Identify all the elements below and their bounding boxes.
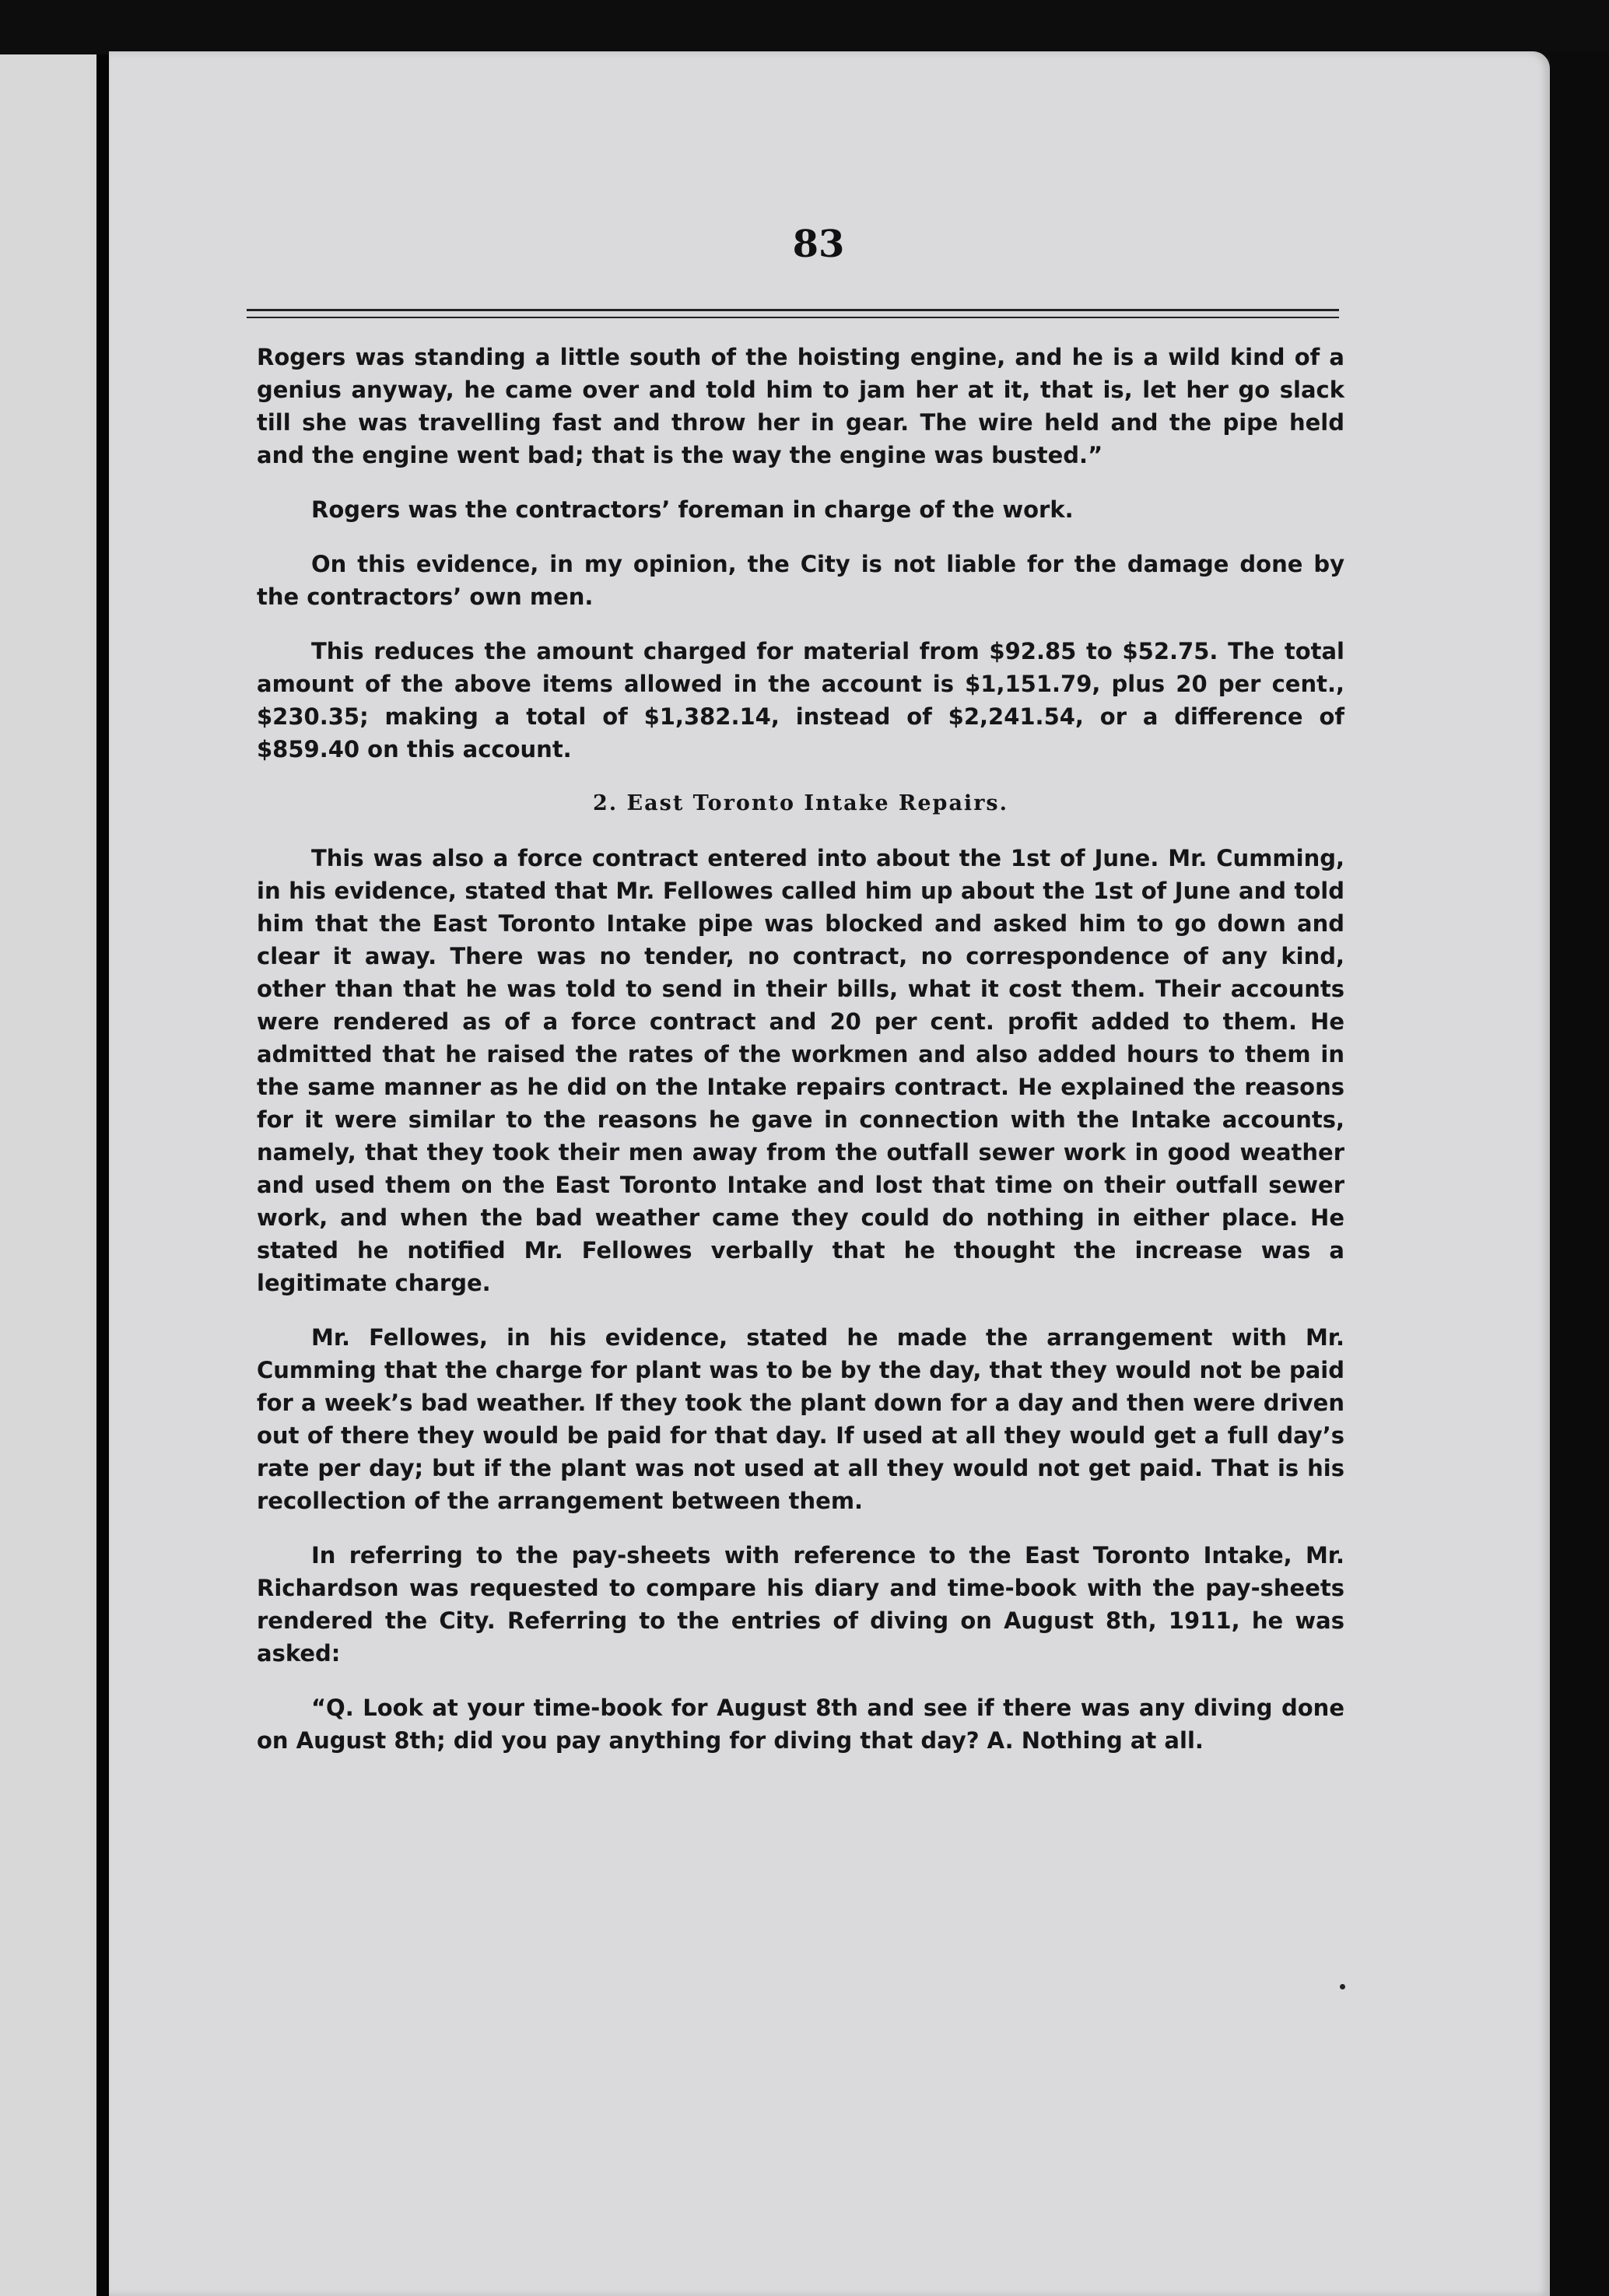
section-heading: 2. East Toronto Intake Repairs. <box>592 791 1009 815</box>
facing-page-edge <box>0 54 100 2296</box>
paragraph: This was also a force contract entered into about the 1st of June. Mr. Cumming, in his evidence, stated that Mr. Fellowes called him up about the 1st of June and told him that the East Toronto Intake pipe was blocked and asked him to go down and clear it away. There was no tender, no contract, no correspondence of any kind, other than that he was told to send in their bills, what it cost them. Their accounts were rendered as of a force contract and 20 per cent. profit added to them. He admitted that he raised the rates of the workmen and also added hours to them in the same manner as he did on the Intake repairs contract. He explained the reasons for it were similar to the reasons he gave in connection with the Intake accounts, namely, that they took their men away from the outfall sewer work in good weather and used them on the East Toronto Intake and lost that time on their outfall sewer work, and when the bad weather came they could do nothing in either place. He stated he notified Mr. Fellowes verbally that he thought the increase was a legitimate charge. <box>257 845 1344 1296</box>
paragraph: Rogers was the contractors’ foreman in charge of the work. <box>311 496 1074 523</box>
document-page <box>109 51 1550 2296</box>
scan-right-border <box>1550 51 1609 2296</box>
header-rule-top <box>247 309 1339 311</box>
page-body <box>257 341 1344 1779</box>
paragraph: On this evidence, in my opinion, the City is not liable for the damage done by the contractors’ own men. <box>257 551 1344 610</box>
header-rule-bottom <box>247 317 1339 318</box>
scan-top-border <box>0 0 1609 58</box>
scan-speck <box>1340 1984 1345 1989</box>
page-number: 83 <box>792 223 845 266</box>
paragraph: Mr. Fellowes, in his evidence, stated he made the arrangement with Mr. Cumming that the charge for plant was to be by the day, that they would not be paid for a week’s bad weather. If they took the plant down for a day and then were driven out of there they would be paid for that day. If used at all they would get a full day’s rate per day; but if the plant was not used at all they would not get paid. That is his recollection of the arrangement between them. <box>257 1324 1344 1514</box>
quoted-testimony: “Q. Look at your time-book for August 8th and see if there was any diving done on August 8th; did you pay anything for diving that day? A. Nothing at all. <box>257 1695 1344 1754</box>
paragraph: This reduces the amount charged for material from $92.85 to $52.75. The total amount of the above items allowed in the account is $1,151.79, plus 20 per cent., $230.35; making a total of $1,382.14, instead of $2,241.54, or a difference of $859.40 on this account. <box>257 638 1344 762</box>
paragraph-continued: Rogers was standing a little south of the hoisting engine, and he is a wild kind of a genius anyway, he came over and told him to jam her at it, that is, let her go slack till she was travelling fast and throw her in gear. The wire held and the pipe held and the engine went bad; that is the way the engine was busted.” <box>257 344 1344 468</box>
paragraph: In referring to the pay-sheets with reference to the East Toronto Intake, Mr. Richardson was requested to compare his diary and time-book with the pay-sheets rendered the City. Referring to the entries of diving on August 8th, 1911, he was asked: <box>257 1542 1344 1667</box>
book-gutter <box>96 54 109 2296</box>
